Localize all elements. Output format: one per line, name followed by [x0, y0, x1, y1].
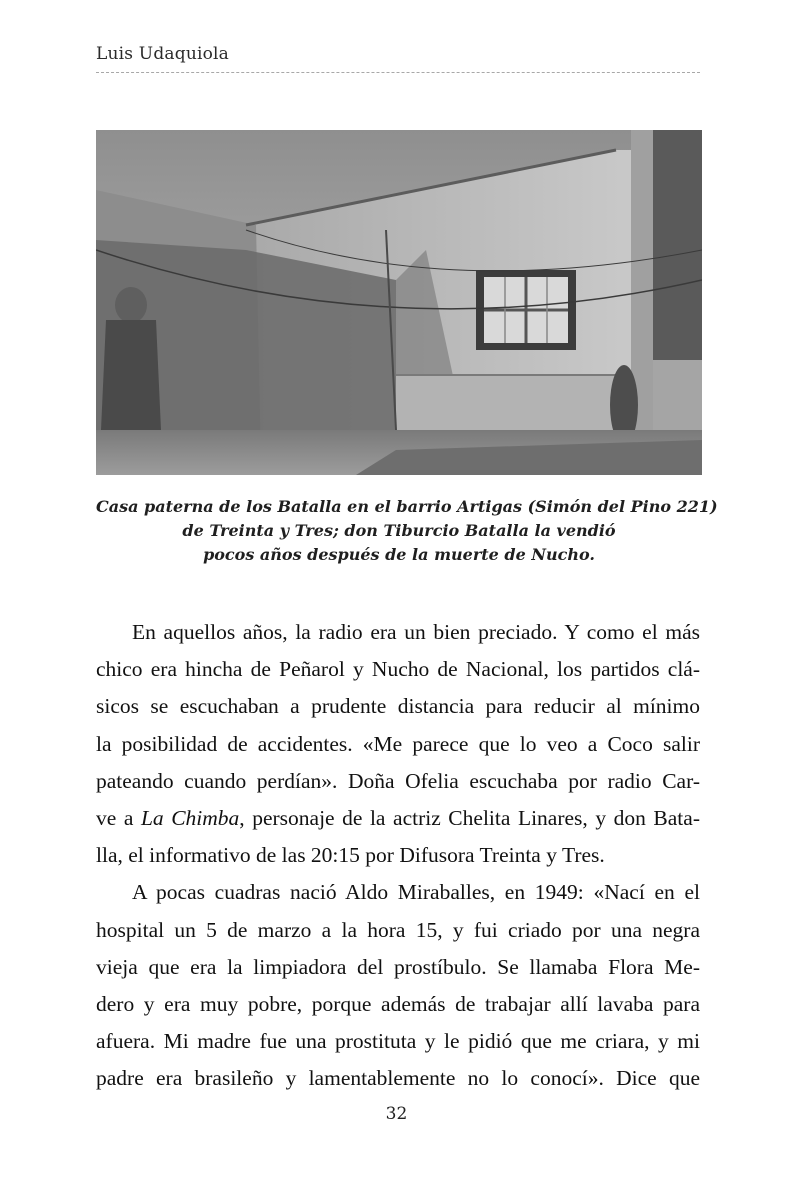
caption-line: Casa paterna de los Batalla en el barrio Artigas (Simón del Pino 221) [96, 497, 718, 516]
tree [653, 130, 702, 370]
paragraph [96, 874, 700, 1097]
caption-line: de Treinta y Tres; don Tiburcio Batalla la vendió [182, 521, 616, 540]
text-line: A pocas cuadras nació Aldo Miraballes, en 1949: «Nací en el [132, 880, 700, 905]
text-line: sicos se escuchaban a prudente distancia para reducir al mínimo [96, 694, 700, 719]
paragraph [96, 614, 700, 874]
text-line: la posibilidad de accidentes. «Me parece que lo veo a Coco salir [96, 731, 700, 756]
text-line: pateando cuando perdían». Doña Ofelia escuchaba por radio Car- [96, 768, 700, 793]
radio-show-title: La Chimba [140, 805, 240, 830]
header-rule [96, 72, 700, 73]
text-line: hospital un 5 de marzo a la hora 15, y fui criado por una negra [96, 917, 700, 942]
caption-line: pocos años después de la muerte de Nucho. [203, 545, 595, 564]
text-line: chico era hincha de Peñarol y Nucho de Nacional, los partidos clá- [96, 657, 700, 682]
text-line: En aquellos años, la radio era un bien preciado. Y como el más [132, 620, 700, 644]
figure-caption [96, 495, 718, 567]
text-fragment: ve a [96, 805, 141, 830]
body-text [96, 614, 700, 1097]
running-head: Luis Udaquiola [96, 44, 230, 64]
text-fragment: , personaje de la actriz Chelita Linares, y don Bata- [239, 805, 700, 830]
page-number: 32 [385, 1104, 408, 1124]
text-line: dero y era muy pobre, porque además de trabajar allí lavaba para [96, 991, 700, 1016]
text-line [96, 800, 700, 837]
text-line: vieja que era la limpiadora del prostíbulo. Se llamaba Flora Me- [96, 954, 700, 979]
person [115, 287, 147, 323]
house-photo [96, 130, 702, 475]
text-line: afuera. Mi madre fue una prostituta y le pidió que me criara, y mi [96, 1029, 700, 1054]
house-photo-illustration [96, 130, 702, 475]
text-line: lla, el informativo de las 20:15 por Difusora Treinta y Tres. [96, 843, 605, 868]
text-line: padre era brasileño y lamentablemente no lo conocí». Dice que [96, 1066, 700, 1091]
